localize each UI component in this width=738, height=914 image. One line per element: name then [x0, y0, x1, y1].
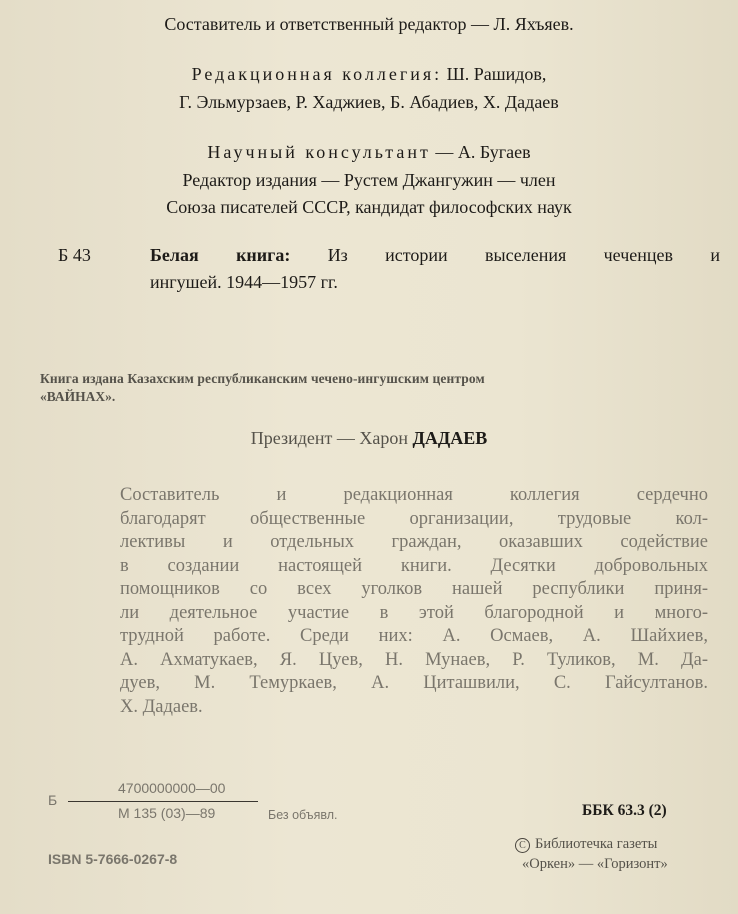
catalog-code: Б 43 — [58, 245, 91, 265]
editorial-board-line2: Г. Эльмурзаев, Р. Хаджиев, Б. Абадиев, Х. Дадаев — [179, 92, 559, 112]
catalog-title-line2: ингушей. 1944—1957 гг. — [150, 272, 338, 292]
editor-line1: Редактор издания — Рустем Джангужин — член — [182, 170, 556, 190]
president-line — [0, 428, 738, 449]
editor-line2: Союза писателей СССР, кандидат философских наук — [166, 197, 572, 217]
acknowledgement-line: благодарят общественные организации, трудовые кол- — [120, 508, 708, 529]
acknowledgement-line: Х. Дадаев. — [120, 696, 203, 717]
fraction-denominator: М 135 (03)—89 — [118, 805, 216, 821]
consultant-label: Научный консультант — [207, 142, 431, 162]
editorial-board-names-start: Ш. Рашидов, — [446, 64, 547, 84]
acknowledgement-line: в создании настоящей книги. Десятки добровольных — [120, 555, 708, 576]
publisher-line2: «ВАЙНАХ». — [40, 389, 116, 404]
president-name: ДАДАЕВ — [412, 428, 488, 448]
copyright-text: Библиотечка газеты — [535, 836, 658, 852]
acknowledgement-paragraph — [120, 484, 708, 719]
copyright-icon: С — [515, 838, 530, 853]
president-label: Президент — Харон — [250, 428, 408, 448]
publisher-line1: Книга издана Казахским республиканским чечено-ингушским центром — [40, 371, 485, 386]
acknowledgement-line: А. Ахматукаев, Я. Цуев, Н. Мунаев, Р. Туликов, М. Да- — [120, 649, 708, 670]
catalog-title-bold: Белая книга: — [150, 245, 291, 265]
fraction-numerator: 4700000000—00 — [118, 780, 226, 796]
consultant-line — [0, 142, 738, 163]
acknowledgement-line: ли деятельное участие в этой благородной и много- — [120, 602, 708, 623]
fraction-letter: Б — [48, 792, 58, 808]
price-fraction — [48, 780, 268, 830]
acknowledgement-line: трудной работе. Среди них: А. Осмаев, А. Шайхиев, — [120, 626, 708, 646]
no-announcement: Без объявл. — [268, 808, 338, 822]
editorial-board-label: Редакционная коллегия: — [191, 64, 443, 84]
acknowledgement-line: помощников со всех уголков нашей республики приня- — [120, 579, 708, 599]
isbn: ISBN 5-7666-0267-8 — [48, 851, 178, 867]
bbk-code: ББК 63.3 (2) — [582, 802, 667, 819]
acknowledgement-line: лективы и отдельных граждан, оказавших содействие — [120, 532, 708, 552]
editorial-board-line1 — [0, 64, 738, 85]
catalog-title-rest: Из истории выселения чеченцев и — [327, 245, 720, 265]
catalog-title-line1 — [150, 245, 720, 266]
copyright-line2: «Оркен» — «Горизонт» — [522, 856, 668, 872]
acknowledgement-line: дуев, М. Темуркаев, А. Циташвили, С. Гайсултанов. — [120, 673, 708, 693]
fraction-divider — [68, 801, 258, 802]
copyright-line1 — [515, 836, 657, 853]
consultant-name: — А. Бугаев — [435, 142, 531, 162]
compiler-line: Составитель и ответственный редактор — Л. Яхъяев. — [164, 14, 574, 34]
acknowledgement-line: Составитель и редакционная коллегия сердечно — [120, 485, 708, 505]
